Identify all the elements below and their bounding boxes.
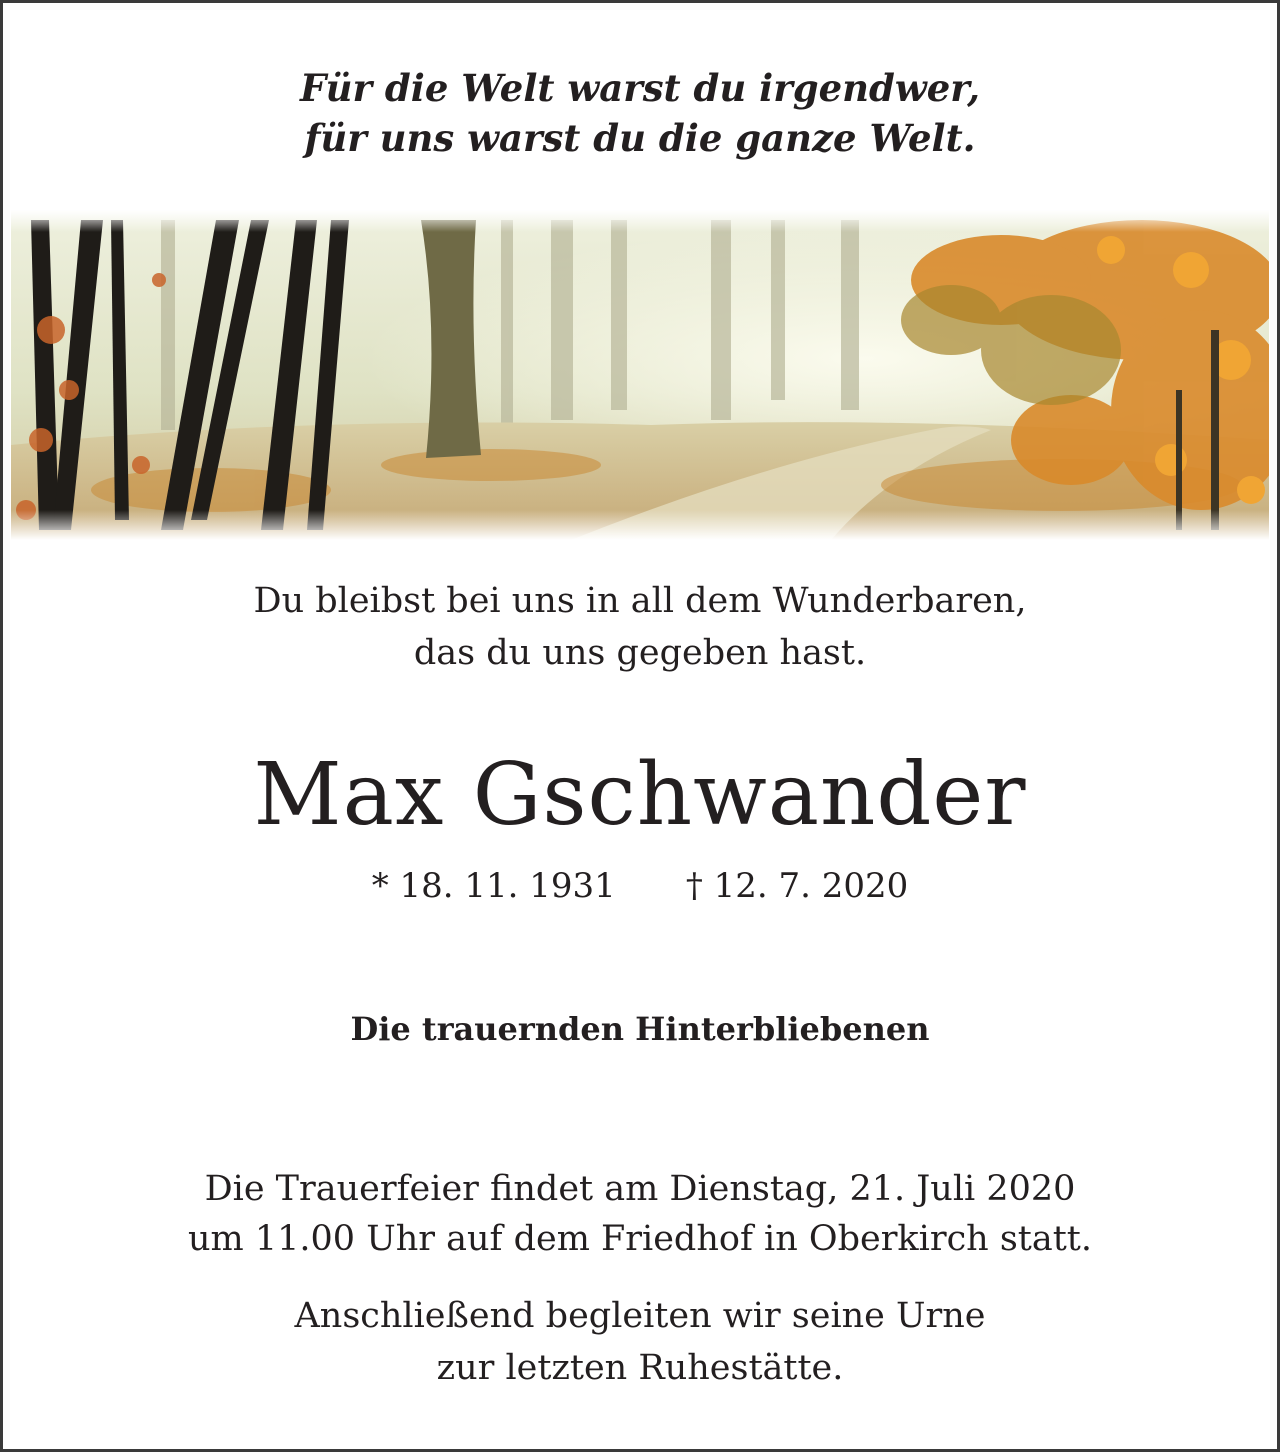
quote-line-1: Du bleibst bei uns in all dem Wunderbaren, bbox=[253, 581, 1027, 621]
closing-note bbox=[3, 1290, 1277, 1394]
forest-path-photo bbox=[11, 210, 1269, 540]
service-line-2: um 11.00 Uhr auf dem Friedhof in Oberkirch statt. bbox=[188, 1219, 1092, 1259]
life-dates bbox=[3, 861, 1277, 911]
birth-date: * 18. 11. 1931 bbox=[371, 866, 616, 906]
deceased-name: Max Gschwander bbox=[253, 745, 1027, 845]
quote-line-2: das du uns gegeben hast. bbox=[413, 633, 867, 673]
quote bbox=[3, 575, 1277, 679]
motto-line-2: für uns warst du die ganze Welt. bbox=[304, 116, 976, 160]
closing-line-2: zur letzten Ruhestätte. bbox=[436, 1348, 844, 1388]
service-line-1: Die Trauerfeier findet am Dienstag, 21. Juli 2020 bbox=[204, 1169, 1076, 1209]
funeral-service-info bbox=[3, 1164, 1277, 1264]
mourners-signature: Die trauernden Hinterbliebenen bbox=[350, 1010, 930, 1048]
death-date: † 12. 7. 2020 bbox=[685, 866, 909, 906]
closing-line-1: Anschließend begleiten wir seine Urne bbox=[294, 1296, 986, 1336]
motto bbox=[3, 63, 1277, 163]
motto-line-1: Für die Welt warst du irgendwer, bbox=[300, 66, 980, 110]
